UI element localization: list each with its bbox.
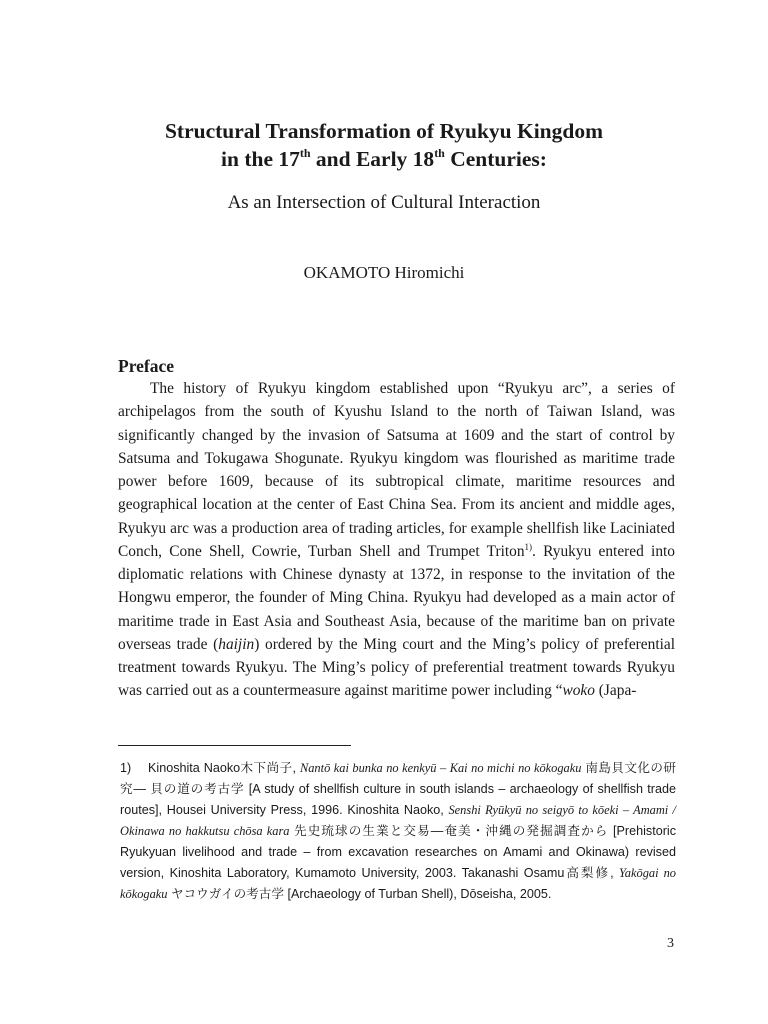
title-text-b: and Early 18	[310, 147, 435, 171]
footnote-divider	[118, 745, 351, 746]
footnote-text-3: 先史琉球の生業と交易―奄美・沖縄の発掘調査から [Prehistoric Ryukyuan livelihood and trade – from excavation researches on Amami and Okinawa) revised version, Kinoshita Laboratory, Kumamoto University, 2003. Takanashi Osamu高梨修,	[120, 824, 676, 880]
footnote-title-2: Senshi Ryūkyū no seigyō to kōeki – Amami / Okinawa no hakkutsu chōsa kara	[120, 803, 676, 838]
footnote-reference[interactable]: 1)	[524, 541, 533, 552]
footnote-text-2: 南島貝文化の研究― 貝の道の考古学 [A study of shellfish culture in south islands – archaeology of shellfish trade routes], Housei University Press, 1996. Kinoshita Naoko,	[120, 761, 676, 817]
preface-paragraph	[118, 377, 675, 703]
paragraph-text-3: ) ordered by the Ming court and the Ming’s policy of preferential treatment towards Ryukyu. The Ming’s policy of preferential treatment towards Ryukyu was carried out as a countermeasure against maritime power including “	[118, 635, 675, 700]
section-heading: Preface	[118, 356, 175, 376]
article-title	[0, 117, 768, 173]
paragraph-text-2: . Ryukyu entered into diplomatic relations with Chinese dynasty at 1372, in response to the invitation of the Hongwu emperor, the founder of Ming China. Ryukyu had developed as a main actor of maritime trade in East Asia and Southeast Asia, because of the maritime ban on private overseas trade (	[118, 542, 676, 653]
article-subtitle: As an Intersection of Cultural Interaction	[227, 192, 541, 213]
page-number: 3	[667, 936, 674, 951]
footnote-number: 1)	[120, 761, 132, 775]
author-name: OKAMOTO Hiromichi	[303, 263, 465, 282]
footnote-text-1: Kinoshita Naoko木下尚子,	[148, 761, 300, 775]
paragraph-text-1: The history of Ryukyu kingdom established upon “Ryukyu arc”, a series of archipelagos from the south of Kyushu Island to the north of Taiwan Island, was significantly changed by the invasion of Satsuma at 1609 and the start of control by Satsuma and Tokugawa Shogunate. Ryukyu kingdom was flourished as maritime trade power before 1609, because of its subtropical climate, maritime resources and geographical location at the center of East China Sea. From its ancient and middle ages, Ryukyu arc was a production area of trading articles, for example shellfish like Laciniated Conch, Cone Shell, Cowrie, Turban Shell and Trumpet Triton	[118, 380, 675, 560]
footnote-title-3: Yakōgai no kōkogaku	[120, 866, 676, 901]
title-line-2	[0, 145, 768, 173]
title-superscript-2: th	[434, 146, 445, 160]
footnote-text-4: ヤコウガイの考古学 [Archaeology of Turban Shell), Dōseisha, 2005.	[167, 887, 552, 901]
italic-term-haijin: haijin	[218, 635, 255, 653]
title-line-1: Structural Transformation of Ryukyu Kingdom	[164, 119, 604, 143]
paragraph-text-4: (Japa-	[594, 682, 637, 700]
footnote-1	[120, 758, 676, 905]
footnote-title-1: Nantō kai bunka no kenkyū – Kai no michi no kōkogaku	[299, 761, 582, 775]
title-text-a: in the 17	[221, 147, 300, 171]
title-superscript-1: th	[299, 146, 311, 160]
title-text-c: Centuries:	[444, 147, 547, 171]
italic-term-woko: woko	[562, 682, 595, 700]
